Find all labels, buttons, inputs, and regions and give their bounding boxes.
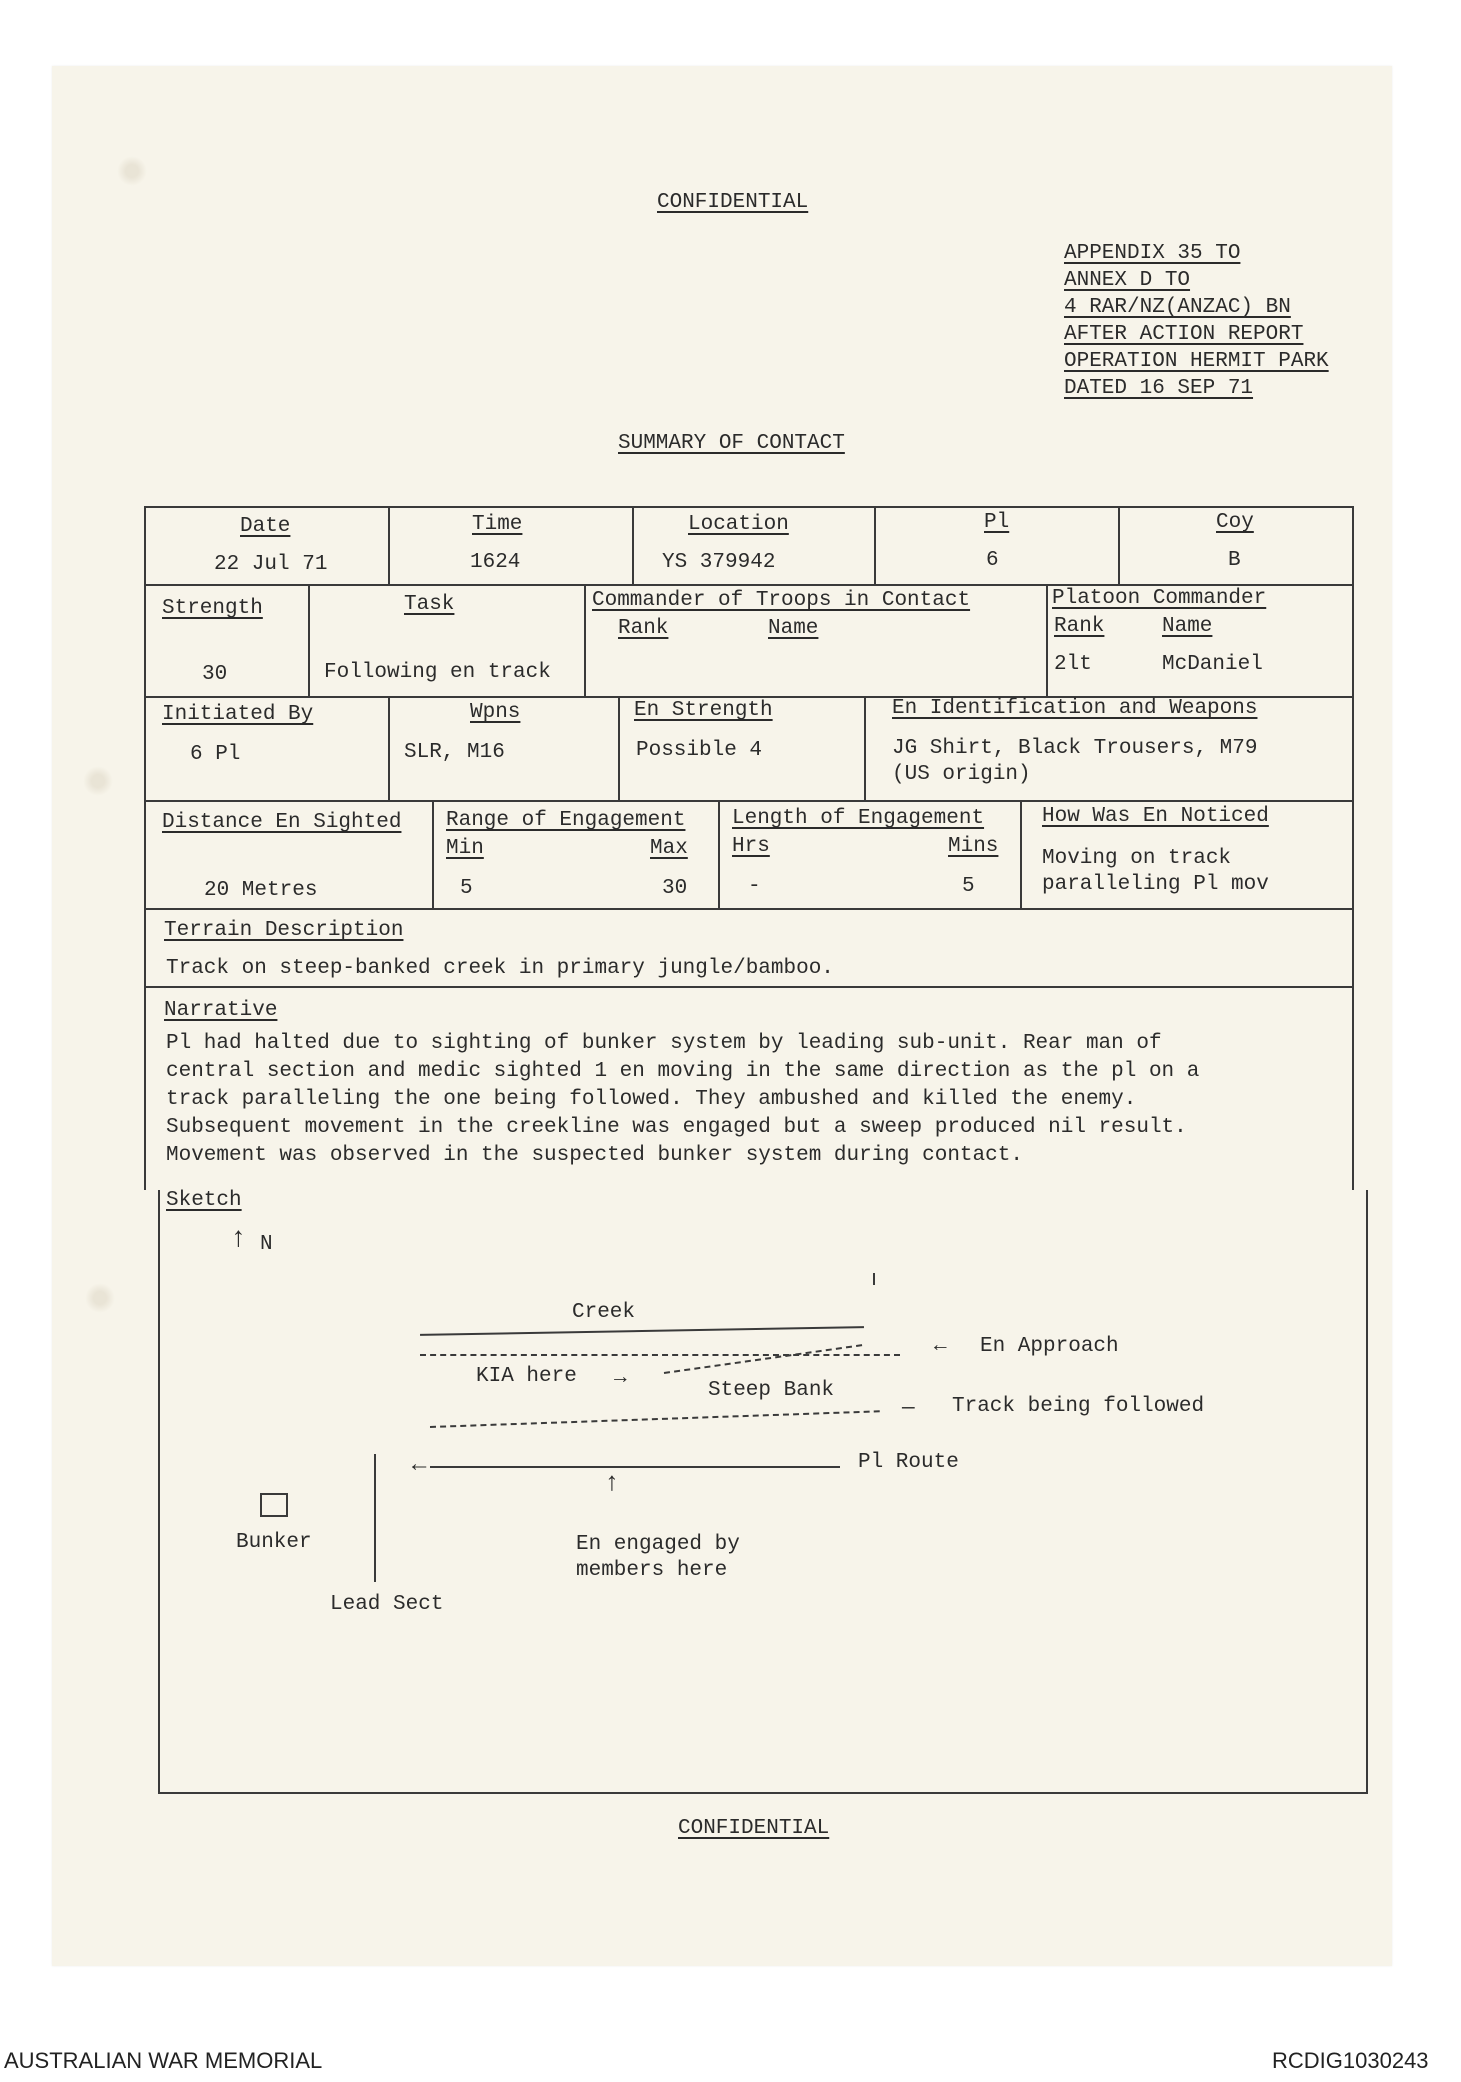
table-border-right-lower [1366, 1190, 1368, 1794]
location-label: Location [688, 513, 789, 536]
classification-top: CONFIDENTIAL [657, 191, 809, 214]
range-label: Range of Engagement [446, 809, 686, 832]
date-label: Date [240, 515, 291, 538]
noticed-line1: Moving on track [1042, 847, 1232, 870]
narrative-line: track paralleling the one being followed. They ambushed and killed the enemy. [166, 1088, 1137, 1111]
bunker-icon [260, 1493, 288, 1517]
platoon-name-value: McDaniel [1162, 653, 1263, 676]
kia-arrow-icon: → [614, 1367, 627, 1390]
commander-label: Commander of Troops in Contact [592, 589, 971, 612]
platoon-commander-label: Platoon Commander [1052, 587, 1267, 610]
cell-divider [1046, 584, 1048, 696]
en-engaged-line1: En engaged by [576, 1533, 740, 1556]
narrative-line: Movement was observed in the suspected bunker system during contact. [166, 1144, 1023, 1167]
terrain-value: Track on steep-banked creek in primary jungle/bamboo. [166, 957, 834, 980]
length-mins-label: Mins [948, 835, 999, 858]
en-strength-value: Possible 4 [636, 739, 763, 762]
pl-route-label: Pl Route [858, 1451, 959, 1474]
north-arrow-icon: ↑ [230, 1224, 247, 1255]
en-approach-arrow-icon: ← [934, 1335, 947, 1358]
length-mins-value: 5 [962, 875, 975, 898]
cell-divider [584, 584, 586, 696]
en-approach-label: En Approach [980, 1335, 1119, 1358]
institution-label: AUSTRALIAN WAR MEMORIAL [4, 2048, 323, 2073]
strength-label: Strength [162, 597, 263, 620]
record-id: RCDIG1030243 [1272, 2048, 1429, 2073]
appendix-line: DATED 16 SEP 71 [1064, 377, 1254, 400]
punch-hole-bottom [85, 1283, 115, 1313]
table-divider [144, 584, 1354, 586]
creek-bank-line [420, 1354, 900, 1356]
en-ident-line2: (US origin) [892, 763, 1031, 786]
length-label: Length of Engagement [732, 807, 985, 830]
narrative-line: central section and medic sighted 1 en moving in the same direction as the pl on a [166, 1060, 1200, 1083]
track-dash-mark: — [902, 1397, 915, 1420]
date-value: 22 Jul 71 [214, 553, 328, 576]
punch-hole-middle [83, 766, 113, 796]
wpns-label: Wpns [470, 701, 521, 724]
appendix-line: 4 RAR/NZ(ANZAC) BN [1064, 296, 1291, 319]
range-max-value: 30 [662, 877, 688, 900]
narrative-line: Pl had halted due to sighting of bunker system by leading sub-unit. Rear man of [166, 1032, 1162, 1055]
punch-hole-top [117, 156, 147, 186]
range-max-label: Max [650, 837, 688, 860]
lead-sect-line [374, 1454, 376, 1582]
cell-divider [618, 696, 620, 800]
steep-bank-label: Steep Bank [708, 1379, 835, 1402]
pl-label: Pl [984, 511, 1010, 534]
noticed-label: How Was En Noticed [1042, 805, 1269, 828]
en-strength-label: En Strength [634, 699, 773, 722]
creek-label: Creek [572, 1301, 636, 1324]
strength-value: 30 [202, 663, 228, 686]
distance-value: 20 Metres [204, 879, 318, 902]
table-border-top [144, 506, 1354, 508]
appendix-line: APPENDIX 35 TO [1064, 242, 1241, 265]
en-ident-line1: JG Shirt, Black Trousers, M79 [892, 737, 1258, 760]
cell-divider [388, 696, 390, 800]
classification-bottom: CONFIDENTIAL [678, 1817, 830, 1840]
task-label: Task [404, 593, 455, 616]
creek-end-mark [873, 1273, 875, 1285]
appendix-line: ANNEX D TO [1064, 269, 1191, 292]
narrative-line: Subsequent movement in the creekline was engaged but a sweep produced nil result. [166, 1116, 1187, 1139]
pl-route-line [430, 1466, 840, 1468]
commander-rank-label: Rank [618, 617, 669, 640]
cell-divider [1020, 800, 1022, 908]
time-value: 1624 [470, 551, 521, 574]
location-value: YS 379942 [662, 551, 776, 574]
kia-label: KIA here [476, 1365, 577, 1388]
length-hrs-label: Hrs [732, 835, 770, 858]
platoon-rank-label: Rank [1054, 615, 1105, 638]
table-border-left [144, 506, 146, 1190]
north-label: N [260, 1233, 273, 1256]
platoon-name-label: Name [1162, 615, 1213, 638]
task-value: Following en track [324, 661, 551, 684]
range-min-value: 5 [460, 877, 473, 900]
bunker-label: Bunker [236, 1531, 312, 1554]
cell-divider [308, 584, 310, 696]
range-min-label: Min [446, 837, 484, 860]
initiated-value: 6 Pl [190, 743, 241, 766]
table-divider [144, 908, 1354, 910]
en-ident-label: En Identification and Weapons [892, 697, 1258, 720]
cell-divider [432, 800, 434, 908]
table-divider [144, 986, 1354, 988]
distance-label: Distance En Sighted [162, 811, 402, 834]
cell-divider [864, 696, 866, 800]
noticed-line2: paralleling Pl mov [1042, 873, 1269, 896]
narrative-text [166, 1030, 1286, 1170]
narrative-label: Narrative [164, 999, 278, 1022]
track-followed-label: Track being followed [952, 1395, 1205, 1418]
en-engaged-arrow-icon: ↑ [604, 1468, 620, 1498]
commander-name-label: Name [768, 617, 819, 640]
table-border-bottom [158, 1792, 1368, 1794]
sketch-label: Sketch [166, 1189, 242, 1212]
appendix-line: OPERATION HERMIT PARK [1064, 350, 1329, 373]
coy-label: Coy [1216, 511, 1254, 534]
initiated-label: Initiated By [162, 703, 314, 726]
cell-divider [1118, 506, 1120, 584]
time-label: Time [472, 513, 523, 536]
cell-divider [632, 506, 634, 584]
coy-value: B [1228, 549, 1241, 572]
appendix-line: AFTER ACTION REPORT [1064, 323, 1304, 346]
length-hrs-value: - [748, 875, 761, 898]
wpns-value: SLR, M16 [404, 741, 505, 764]
lead-sect-label: Lead Sect [330, 1593, 444, 1616]
table-divider [144, 800, 1354, 802]
en-engaged-line2: members here [576, 1559, 728, 1582]
pl-route-arrow-icon: ← [412, 1452, 427, 1479]
cell-divider [874, 506, 876, 584]
terrain-label: Terrain Description [164, 919, 404, 942]
pl-value: 6 [986, 549, 999, 572]
platoon-rank-value: 2lt [1054, 653, 1092, 676]
form-title: SUMMARY OF CONTACT [618, 432, 845, 455]
cell-divider [388, 506, 390, 584]
table-border-left-lower [158, 1190, 160, 1794]
cell-divider [718, 800, 720, 908]
table-border-right [1352, 506, 1354, 1190]
